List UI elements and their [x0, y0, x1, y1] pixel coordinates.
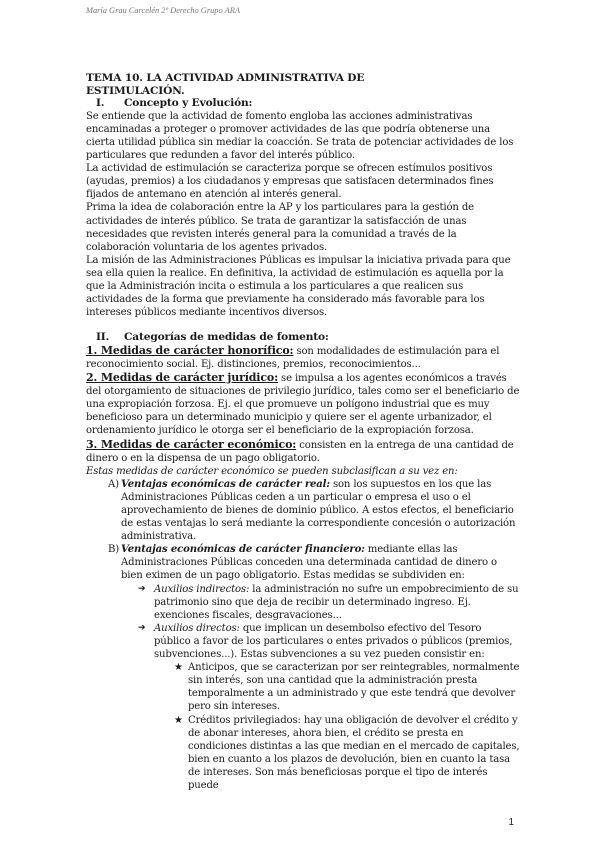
- title-line-1: TEMA 10. LA ACTIVIDAD ADMINISTRATIVA DE: [86, 72, 365, 84]
- section-1-heading: [96, 97, 520, 110]
- subclass-b-label: B): [108, 544, 120, 556]
- arrow-item-1-title: Auxilios indirectos:: [154, 583, 250, 595]
- section-1-number: I.: [96, 97, 105, 110]
- paragraph-3: Prima la idea de colaboración entre la AP y los particulares para la gestión de actividades de interés público. Se trata de garantizar la satisfacción de unas necesidades que revisten interés general para la comunidad a través de la colaboración voluntaria de los agentes privados.: [86, 202, 474, 253]
- subclass-b-title: Ventajas económicas de carácter financiero:: [121, 544, 365, 556]
- measure-text-3: consisten en la entrega de una cantidad de dinero o en la dispensa de un pago obligatorio.: [86, 439, 514, 464]
- measure-label-1: 1. Medidas de carácter honorífico:: [86, 343, 294, 357]
- subclass-a: [86, 478, 520, 543]
- arrow-item-1-text: la administración no sufre un empobrecimiento de su patrimonio sino que deja de recibir un determinado ingreso. Ej. exenciones fiscales, desgravaciones...: [154, 583, 519, 621]
- paragraph-4: La misión de las Administraciones Públicas es impulsar la iniciativa privada para que sea ella quien la realice. En definitiva, la actividad de estimulación es aquella por la que la Administración incita o estimula a los particulares a que realicen sus actividades de la forma que previamente ha considerado más favorable para los intereses públicos mediante incentivos diversos.: [86, 254, 511, 319]
- measure-item-3: [86, 438, 520, 465]
- arrow-icon: ➔: [138, 622, 146, 633]
- subclass-a-title: Ventajas económicas de carácter real:: [121, 478, 330, 490]
- star-item-2: [86, 714, 520, 793]
- star-item-1-text: Anticipos, que se caracterizan por ser reintegrables, normalmente sin interés, son una cantidad que la administración presta temporalmente a un administrado y que este tendrá que devolver pero sin intereses.: [188, 662, 520, 713]
- spacer: [86, 319, 520, 331]
- measure-text-2: se impulsa a los agentes económicos a través del otorgamiento de situaciones de privilegio jurídico, tales como ser el beneficiario de una expropiación forzosa. Ej. el que promueve un polígono industrial que es muy beneficioso para un determinado municipio y quiere ser el agente urbanizador, el ordenamiento jurídico le otorga ser el beneficiario de la expropiación forzosa.: [86, 373, 520, 437]
- subclass-b-text: mediante ellas las Administraciones Públicas conceden una determinada cantidad de dinero o bien eximen de un pago obligatorio. Estas medidas se subdividen en:: [121, 544, 497, 582]
- document-body: [86, 72, 520, 792]
- paragraph-2: La actividad de estimulación se caracteriza porque se ofrecen estímulos positivos (ayudas, premios) a los ciudadanos y empresas que satisfacen determinados fines fijados de antemano en atención al interés general.: [86, 163, 494, 201]
- measure-item-1: [86, 344, 520, 371]
- subclass-intro: Estas medidas de carácter económico se pueden subclasifican a su vez en:: [86, 465, 458, 477]
- subclass-a-text: son los supuestos en los que las Administraciones Públicas ceden a un particular o empresa el uso o el aprovechamiento de bienes de dominio público. A estos efectos, el beneficiario de estas ventajas lo será mediante la correspondiente concesión o autorización administrativa.: [121, 478, 516, 543]
- author-header: María Grau Carcelén 2º Derecho Grupo ARA: [86, 6, 240, 15]
- star-icon: ★: [174, 714, 183, 726]
- measure-text-1: son modalidades de estimulación para el reconocimiento social. Ej. distinciones, premios, reconocimientos...: [86, 345, 500, 370]
- measure-label-2: 2. Medidas de carácter jurídico:: [86, 371, 278, 385]
- title-line-2: ESTIMULACIÓN.: [86, 84, 185, 97]
- subclass-a-label: A): [108, 478, 119, 490]
- subclass-b: [86, 543, 520, 582]
- measure-item-2: [86, 371, 520, 437]
- arrow-item-2-title: Auxilios directos:: [154, 622, 240, 634]
- star-icon: ★: [174, 662, 183, 674]
- measure-label-3: 3. Medidas de carácter económico:: [86, 437, 297, 451]
- arrow-item-2-text: que implican un desembolso efectivo del Tesoro público a favor de los particulares o entes privados o públicos (premios, subvenciones...). Estas subvenciones a su vez pueden consistir en:: [154, 622, 513, 661]
- arrow-item-1: [86, 583, 520, 622]
- section-2-title: Categorías de medidas de fomento:: [124, 331, 329, 344]
- section-2-heading: [96, 331, 520, 344]
- section-2-number: II.: [96, 331, 110, 344]
- section-1-title: Concepto y Evolución:: [124, 97, 253, 110]
- page-number: 1: [508, 817, 514, 828]
- star-item-1: [86, 661, 520, 713]
- arrow-item-2: [86, 622, 520, 661]
- paragraph-1: Se entiende que la actividad de fomento engloba las acciones administrativas encaminadas a proteger o promover actividades de las que podría obtenerse una cierta utilidad pública sin mediar la coacción. Se trata de potenciar actividades de los particulares que redunden a favor del interés público.: [86, 110, 514, 162]
- arrow-icon: ➔: [138, 583, 146, 594]
- document-title: [86, 72, 520, 97]
- star-item-2-text: Créditos privilegiados: hay una obligación de devolver el crédito y de abonar intereses, ahora bien, el crédito se presta en condiciones distintas a las que median en el mercado de capitales, bien en cuanto a los plazos de devolución, bien en cuanto la tasa de intereses. Son más beneficiosas porque el tipo de interés puede: [188, 714, 520, 791]
